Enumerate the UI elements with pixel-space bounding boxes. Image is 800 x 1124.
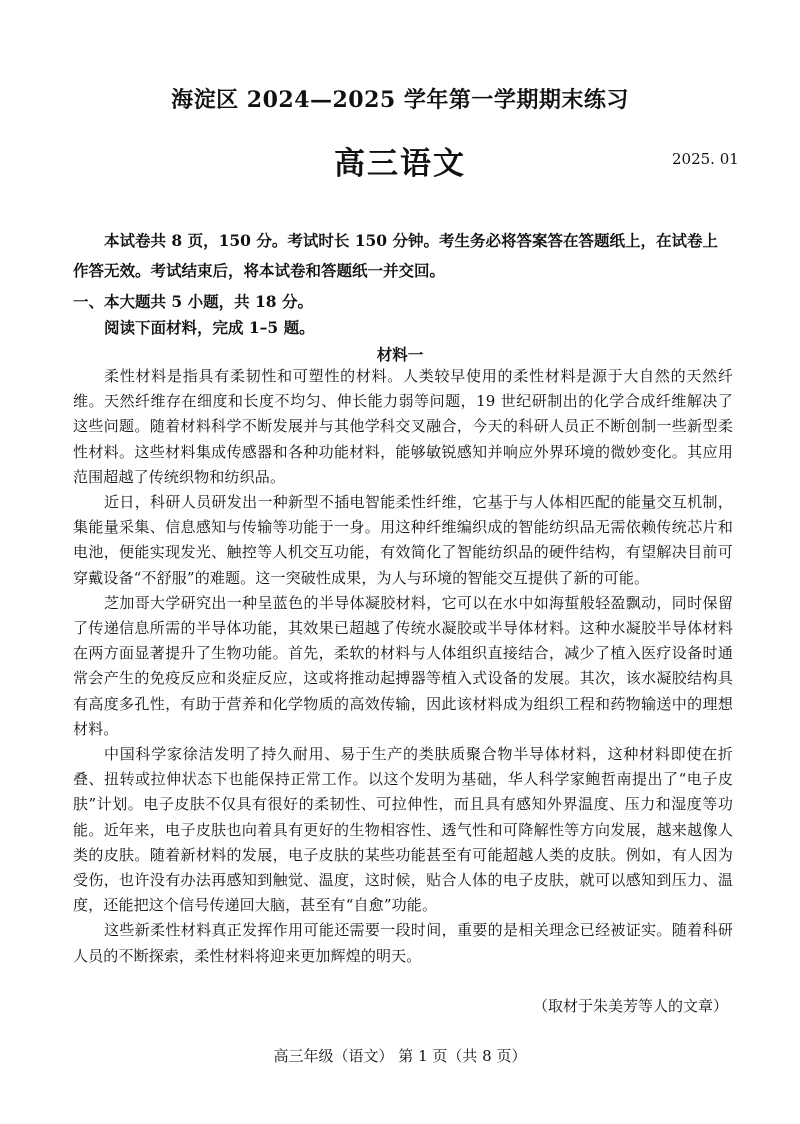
exam-instructions: 本试卷共 8 页，150 分。考试时长 150 分钟。考生务必将答案答在答题纸上，在试卷上作答无效。考试结束后，将本试卷和答题纸一并交回。 <box>73 231 718 280</box>
section-heading: 一、本大题共 5 小题，共 18 分。 <box>73 292 313 311</box>
subject-title: 高三语文 <box>334 146 466 182</box>
exam-date: 2025. 01 <box>672 150 739 168</box>
section-directive: 阅读下面材料，完成 1–5 题。 <box>104 318 315 337</box>
exam-title: 海淀区 2024—2025 学年第一学期期末练习 <box>171 87 629 113</box>
material-body <box>73 364 733 969</box>
source-citation: （取材于朱美芳等人的文章） <box>532 997 728 1015</box>
material-title: 材料一 <box>376 345 424 364</box>
paragraph: 芝加哥大学研究出一种呈蓝色的半导体凝胶材料，它可以在水中如海蜇般轻盈飘动，同时保留了传递信息所需的半导体功能，其效果已超越了传统水凝胶或半导体材料。这种水凝胶半导体材料在两方面显著提升了生物功能。首先，柔软的材料与人体组织直接结合，减少了植入医疗设备时通常会产生的免疫反应和炎症反应，这或将推动起搏器等植入式设备的发展。其次，该水凝胶结构具有高度多孔性，有助于营养和化学物质的高效传输，因此该材料成为组织工程和药物输送中的理想材料。 <box>73 593 733 738</box>
paragraph: 这些新柔性材料真正发挥作用可能还需要一段时间，重要的是相关理念已经被证实。随着科研人员的不断探索，柔性材料将迎来更加辉煌的明天。 <box>73 921 733 965</box>
paragraph: 中国科学家徐洁发明了持久耐用、易于生产的类肤质聚合物半导体材料，这种材料即使在折叠、扭转或拉伸状态下也能保持正常工作。以这个发明为基础，华人科学家鲍哲南提出了“电子皮肤”计划。电子皮肤不仅具有很好的柔韧性、可拉伸性，而且具有感知外界温度、压力和湿度等功能。近年来，电子皮肤也向着具有更好的生物相容性、透气性和可降解性等方向发展，越来越像人类的皮肤。随着新材料的发展，电子皮肤的某些功能甚至有可能超越人类的皮肤。例如，有人因为受伤，也许没有办法再感知到触觉、温度，这时候，贴合人体的电子皮肤，就可以感知到压力、温度，还能把这个信号传递回大脑，甚至有“自愈”功能。 <box>73 745 733 915</box>
paragraph: 近日，科研人员研发出一种新型不插电智能柔性纤维，它基于与人体相匹配的能量交互机制，集能量采集、信息感知与传输等功能于一身。用这种纤维编织成的智能纺织品无需依赖传统芯片和电池，便能实现发光、触控等人机交互功能，有效简化了智能纺织品的硬件结构，有望解决目前可穿戴设备“不舒服”的难题。这一突破性成果，为人与环境的智能交互提供了新的可能。 <box>73 493 733 587</box>
paragraph: 柔性材料是指具有柔韧性和可塑性的材料。人类较早使用的柔性材料是源于大自然的天然纤维。天然纤维存在细度和长度不均匀、伸长能力弱等问题，19 世纪研制出的化学合成纤维解决了这些问题。随着材料科学不断发展并与其他学科交叉融合，今天的科研人员正不断创制一些新型柔性材料。这些材料集成传感器和各种功能材料，能够敏锐感知并响应外界环境的微妙变化。其应用范围超越了传统织物和纺织品。 <box>73 367 733 486</box>
page-footer: 高三年级（语文） 第 1 页（共 8 页） <box>273 1047 527 1065</box>
